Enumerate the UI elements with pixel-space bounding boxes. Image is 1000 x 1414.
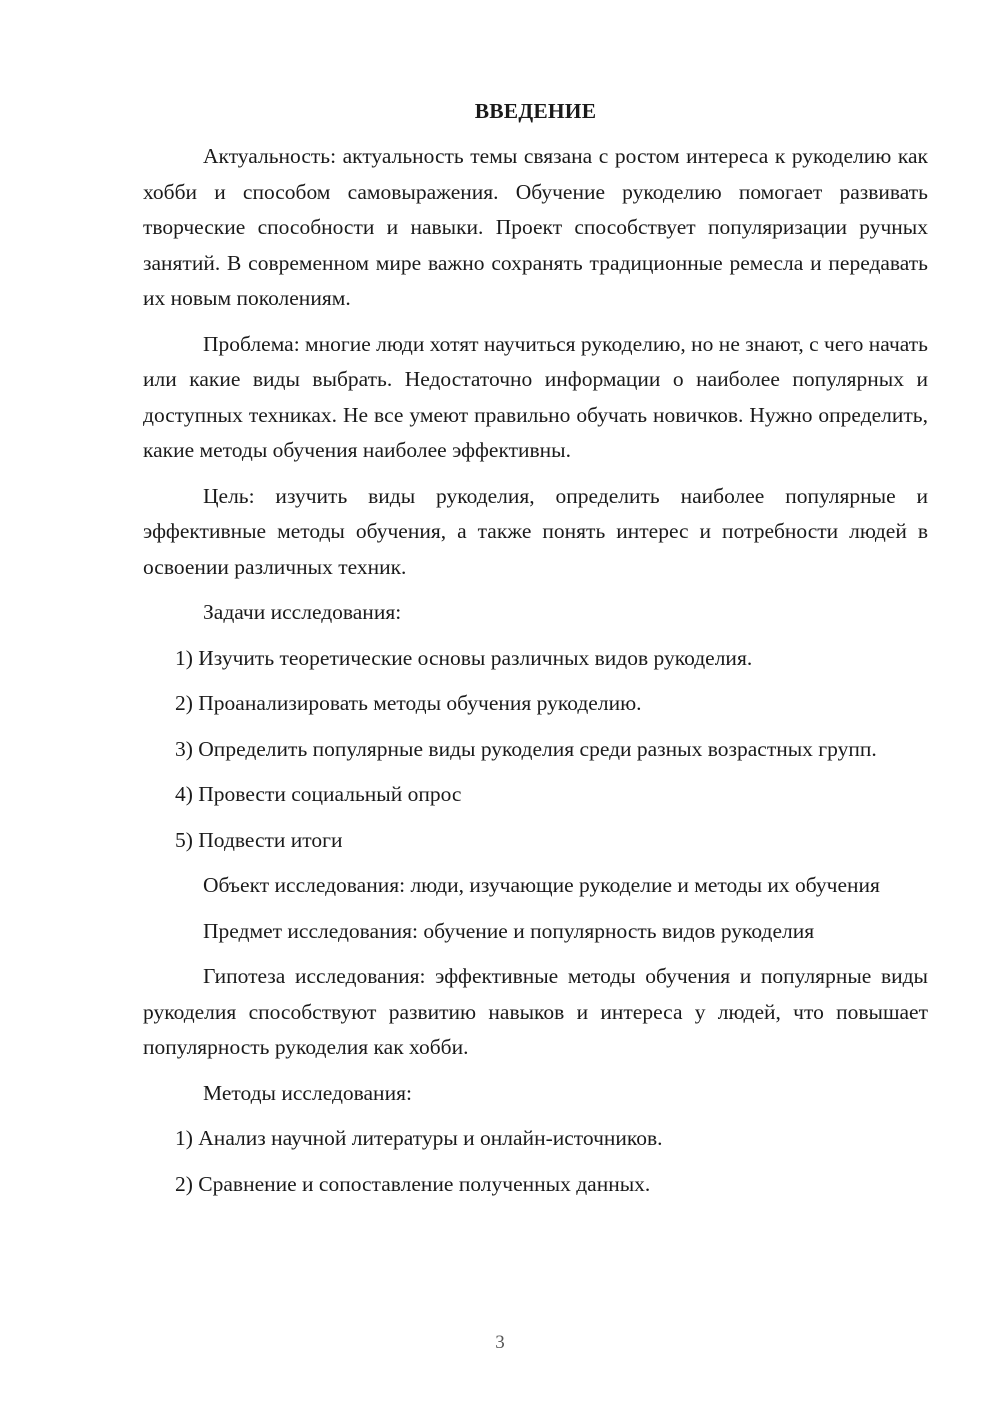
- task-item: 3) Определить популярные виды рукоделия среди разных возрастных групп.: [175, 736, 877, 761]
- object-paragraph: Объект исследования: люди, изучающие рукоделие и методы их обучения: [203, 873, 880, 897]
- tasks-heading: Задачи исследования:: [203, 600, 402, 624]
- section-title: ВВЕДЕНИЕ: [474, 99, 597, 123]
- task-item: 2) Проанализировать методы обучения рукоделию.: [175, 691, 642, 715]
- page-content: [143, 96, 928, 1212]
- task-item: 5) Подвести итоги: [175, 827, 343, 852]
- method-item: 1) Анализ научной литературы и онлайн-источников.: [175, 1126, 663, 1150]
- goal-paragraph: Цель: изучить виды рукоделия, определить наиболее популярные и эффективные методы обучения, а также понять интерес и потребности людей в освоении различных техник.: [143, 483, 928, 579]
- task-item: 4) Провести социальный опрос: [175, 782, 462, 806]
- methods-heading: Методы исследования:: [203, 1080, 412, 1105]
- hypothesis-paragraph: Гипотеза исследования: эффективные методы обучения и популярные виды рукоделия способствуют развитию навыков и интереса у людей, что повышает популярность рукоделия как хобби.: [143, 964, 928, 1059]
- relevance-paragraph: Актуальность: актуальность темы связана с ростом интереса к рукоделию как хобби и способом самовыражения. Обучение рукоделию помогает развивать творческие способности и навыки. Проект способствует популяризации ручных занятий. В современном мире важно сохранять традиционные ремесла и передавать их новым поколениям.: [143, 144, 928, 310]
- task-item: 1) Изучить теоретические основы различных видов рукоделия.: [175, 645, 753, 670]
- page-number: 3: [495, 1332, 505, 1353]
- problem-paragraph: Проблема: многие люди хотят научиться рукоделию, но не знают, с чего начать или какие виды выбрать. Недостаточно информации о наиболее популярных и доступных техниках. Не все умеют правильно обучать новичков. Нужно определить, какие методы обучения наиболее эффективны.: [143, 331, 928, 462]
- subject-paragraph: Предмет исследования: обучение и популярность видов рукоделия: [203, 918, 815, 943]
- method-item: 2) Сравнение и сопоставление полученных данных.: [175, 1171, 651, 1196]
